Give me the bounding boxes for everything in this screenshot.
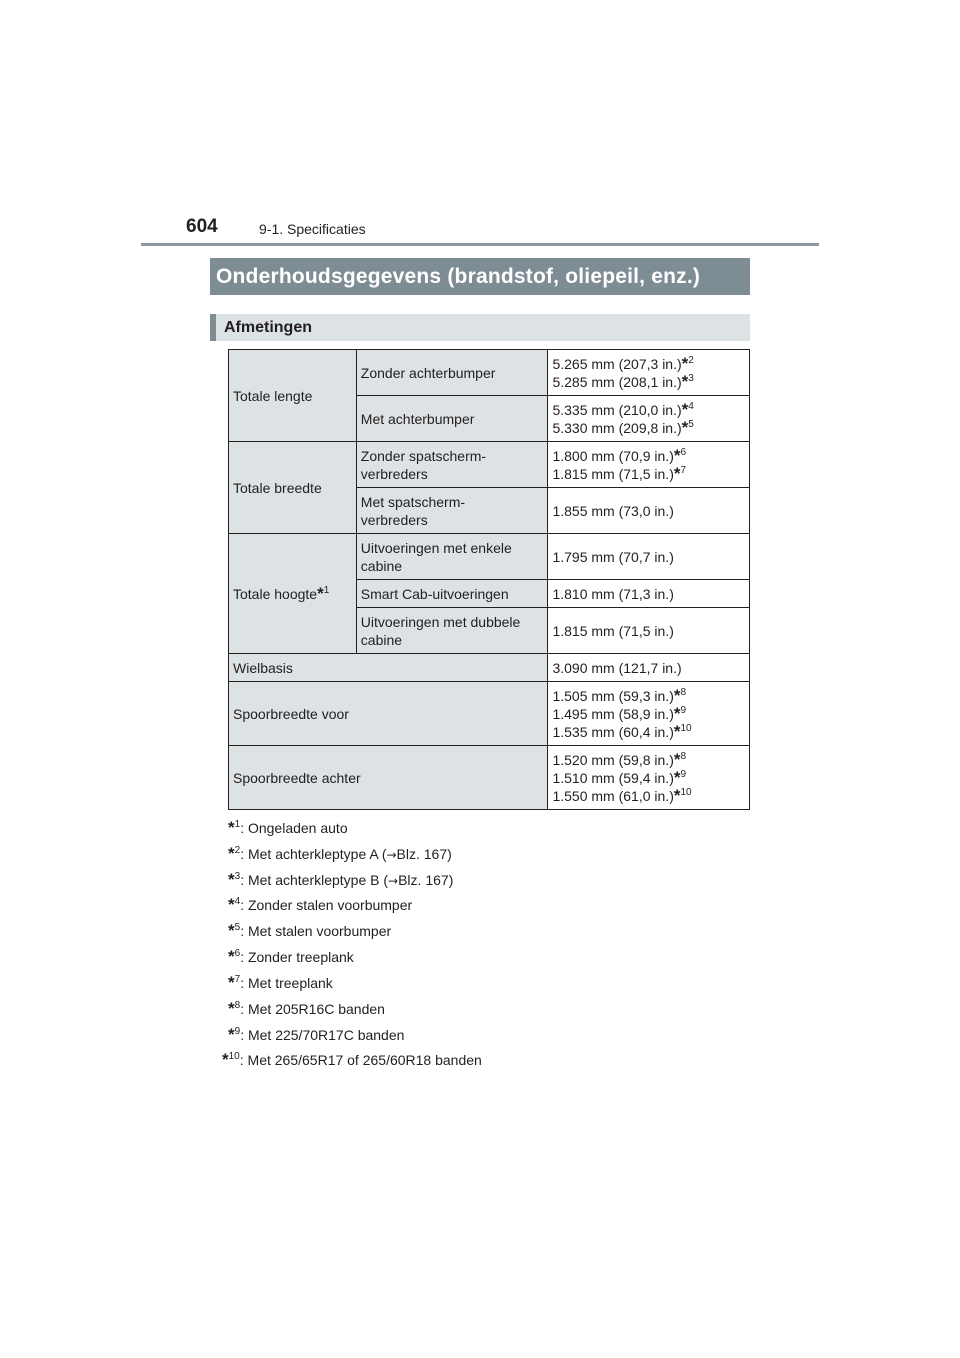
- cell-label: Met achterbumper: [356, 396, 548, 442]
- row-header-total-height: Totale hoogte*$^1$: [229, 534, 357, 654]
- table-row: [229, 746, 750, 810]
- cell-label: Smart Cab-uitvoeringen: [356, 580, 548, 608]
- page-link[interactable]: Blz. 167: [396, 846, 448, 862]
- table-row: [229, 654, 750, 682]
- cell-value: 1.855 mm (73,0 in.): [548, 488, 750, 534]
- footnote: *$^7$: Met treeplank: [228, 973, 333, 992]
- cell-value: 1.520 mm (59,8 in.)*$^8$ 1.510 mm (59,4 in.)*$^9$ 1.550 mm (61,0 in.)*$^{10}$: [548, 746, 750, 810]
- footnote: *$^2$: Met achterkleptype A (→Blz. 167): [228, 844, 452, 863]
- section-reference: 9-1. Specificaties: [259, 221, 366, 237]
- cell-label: Uitvoeringen met enkele cabine: [356, 534, 548, 580]
- header-rule: [141, 243, 819, 246]
- footnote: *$^5$: Met stalen voorbumper: [228, 921, 392, 940]
- table-row: [229, 442, 750, 488]
- row-header-total-length: Totale lengte: [229, 350, 357, 442]
- footnote: *$^9$: Met 225/70R17C banden: [228, 1025, 405, 1044]
- arrow-right-icon: →: [386, 848, 397, 862]
- cell-value: 1.810 mm (71,3 in.): [548, 580, 750, 608]
- cell-label: Zonder achterbumper: [356, 350, 548, 396]
- arrow-right-icon: →: [388, 874, 399, 888]
- footnote: *$^1$: Ongeladen auto: [228, 818, 348, 837]
- section-subtitle: Afmetingen: [210, 314, 750, 341]
- footnote: *$^3$: Met achterkleptype B (→Blz. 167): [228, 870, 454, 889]
- page-number: 604: [186, 216, 218, 237]
- footnote: *$^8$: Met 205R16C banden: [228, 999, 385, 1018]
- row-header-total-width: Totale breedte: [229, 442, 357, 534]
- cell-value: 5.335 mm (210,0 in.)*$^4$ 5.330 mm (209,8 in.)*$^5$: [548, 396, 750, 442]
- cell-value: 1.800 mm (70,9 in.)*$^6$ 1.815 mm (71,5 in.)*$^7$: [548, 442, 750, 488]
- row-header-track-rear: Spoorbreedte achter: [229, 746, 548, 810]
- row-header-wheelbase: Wielbasis: [229, 654, 548, 682]
- table-row: [229, 350, 750, 396]
- cell-label: Uitvoeringen met dubbele cabine: [356, 608, 548, 654]
- cell-label: Met spatscherm- verbreders: [356, 488, 548, 534]
- page-link[interactable]: Blz. 167: [398, 872, 449, 888]
- cell-value: 3.090 mm (121,7 in.): [548, 654, 750, 682]
- footnote: *$^6$: Zonder treeplank: [228, 947, 354, 966]
- footnote: *$^{10}$: Met 265/65R17 of 265/60R18 banden: [222, 1050, 482, 1069]
- cell-value: 1.795 mm (70,7 in.): [548, 534, 750, 580]
- page-title: Onderhoudsgegevens (brandstof, oliepeil, enz.): [210, 258, 750, 295]
- cell-value: 1.815 mm (71,5 in.): [548, 608, 750, 654]
- table-row: [229, 534, 750, 580]
- row-header-track-front: Spoorbreedte voor: [229, 682, 548, 746]
- cell-value: 5.265 mm (207,3 in.)*$^2$ 5.285 mm (208,1 in.)*$^3$: [548, 350, 750, 396]
- table-row: [229, 682, 750, 746]
- cell-value: 1.505 mm (59,3 in.)*$^8$ 1.495 mm (58,9 in.)*$^9$ 1.535 mm (60,4 in.)*$^{10}$: [548, 682, 750, 746]
- cell-label: Zonder spatscherm- verbreders: [356, 442, 548, 488]
- footnote: *$^4$: Zonder stalen voorbumper: [228, 895, 413, 914]
- dimensions-table: [228, 349, 750, 810]
